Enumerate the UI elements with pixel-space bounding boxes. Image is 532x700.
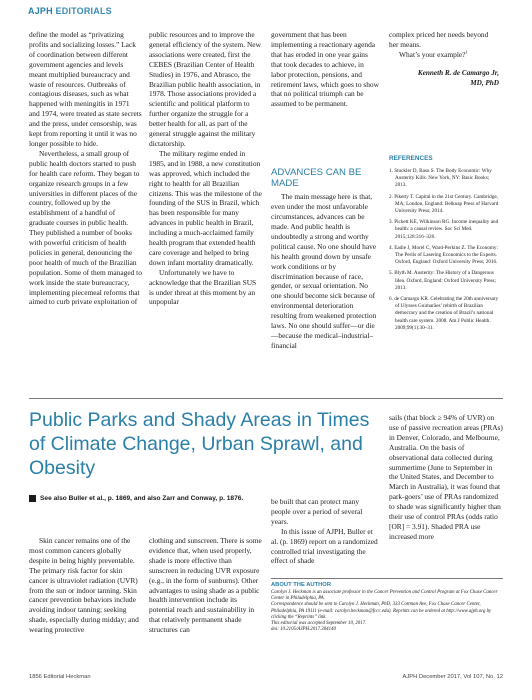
paragraph: public resources and to improve the general efficiency of the system. New associations were created, first the CEBES (Brazilian Center of Health Studies) in 1976, and Abrasco, the Brazilian public health association, in 1978. Those associations provided a scientific and political platform to further organize the struggle for a better health for all, as part of the general struggle against the military dictatorship. [149,30,261,148]
reference-item: 1. Stuckler D, Basu S. The Body Economic: Why Austerity Kills. New York, NY: Basic Books; 2013. [389,168,492,189]
reference-item: 4. Eadie J, Morel C, Ward-Perkins Z. The Economy: The Perils of Lasering Economics to the Experts. Oxford, England: Oxford University Press; 2016. [389,244,498,266]
signature-degrees: MD, PhD [470,78,499,87]
references-list [389,168,501,336]
editorial-column-3 [271,30,379,351]
editorial-column-4 [389,30,499,88]
article-column-1 [29,536,142,635]
editorial-column-2 [149,30,262,307]
footer-right: AJPH December 2017, Vol 107, No. 12 [402,674,503,680]
closing-question: What’s your example? [399,49,466,59]
paragraph: be built that can protect many people over a period of several years. [271,497,363,526]
article-column-3 [271,497,379,566]
reference-item: 2. Piketty T. Capital in the 21st Century. Cambridge, MA; London, England: Belknap Press of Harvard University Press; 2014. [389,193,499,215]
paragraph: define the model as “privatizing profits and socializing losses.” Lack of coordination between different government agencies and levels meant multiplied bureaucracy and waste of resources. Outbreaks of contagious diseases, such as what happened with meningitis in 1971 and 1974, were treated as state secrets and the press, under censorship, was kept from reporting it until it was no longer possible to hide. [29,30,142,148]
paragraph: Nevertheless, a small group of public health doctors started to push for health care reform. They began to organize research groups in a few universities in different places of the country, followed up by the establishment of a handful of graduate courses in public health. They published a number of books with powerful criticism of health policies in general, denouncing the poor health of much of the Brazilian population. Some of them managed to work inside the state bureaucracy, implementing piecemeal reforms that aimed to curb private exploitation of [29,148,142,307]
references-heading: REFERENCES [389,155,433,162]
paragraph-text: clothing and sunscreen. There is some evidence that, when used properly, shade is more effective than sunscreen in reducing UVR exposure (e.g., in the form of sunburns). Other advantages to using shade as a public health intervention include its potential reach and sustainability in that relatively permanent shade structures can [149,536,262,635]
correspondence: Correspondence should be sent to Carolyn J. Heckman, PhD, 333 Cottman Ave, Fox Chase Cancer Center, Philadelphia, PA 19111 (e-mail: carolyn.heckman@fccc.edu). Reprints can be ordered at http://www.ajph.org by clicking the “Reprints” link. [271,602,492,620]
author-signature [389,68,499,88]
paragraph: The main message here is that, even under the most unfavorable circumstances, advances can be made. And public health is undoubtedly a strong and worthy political cause. No one should have his health ground down by unsafe work conditions or by discrimination because of race, gender, or sexual orientation. No one should become sick because of environmental deterioration resulting from weakened protection laws. No one should suffer—or die—because the medical–industrial–financial [271,192,377,350]
about-heading: ABOUT THE AUTHOR [271,582,332,588]
footer-left: 1856 Editorial Heckman [29,674,91,680]
paragraph [389,50,499,60]
accepted-date: This editorial was accepted September 10, 2017. [271,621,367,627]
paragraph: Unfortunately we have to acknowledge that the Brazilian SUS is under threat at this moment by an unpopular [149,267,257,307]
citation-superscript: 1 [465,49,468,55]
article-title: Public Parks and Shady Areas in Times of Climate Change, Urban Sprawl, and Obesity [29,409,370,479]
doi: doi: 10.2105/AJPH.2017.304140 [271,627,336,633]
journal-name: AJPH [28,6,53,16]
section-name: EDITORIALS [55,6,112,16]
paragraph: complex priced her needs beyond her means. [389,30,489,49]
see-also-note [29,494,269,503]
signature-name: Kenneth R. de Camargo Jr, [417,68,499,77]
reference-item: 5. Blyth M. Austerity: The History of a Dangerous Idea. Oxford, England: Oxford University Press; 2013. [389,270,496,291]
editorial-column-1 [29,30,142,307]
square-bullet-icon [29,495,36,502]
paragraph: government that has been implementing a reactionary agenda that has eroded in one year gains that took decades to achieve, in labor protection, pensions, and retirement laws, which goes to show that no political triumph can be assumed to be permanent. [271,30,379,109]
article-column-4 [389,413,503,542]
author-bio: Carolyn J. Heckman is an associate professor in the Cancer Prevention and Control Program at Fox Chase Cancer Center in Philadelphia, PA. [271,590,498,602]
article-column-2 [149,536,262,635]
paragraph: sails (that block ≥ 94% of UVR) on use of passive recreation areas (PRAs) in Denver, Colorado, and Melbourne, Australia. On the basis of observational data collected during summertime (June to September in the United States, and December to March in Australia), it was found that park-goers’ use of PRAs randomized to shade was significantly higher than their use of control PRAs (odds ratio [OR] = 3.91). Shaded PRA use increased more [389,413,503,541]
section-heading: ADVANCES CAN BE MADE [271,167,362,190]
paragraph: Skin cancer remains one of the most common cancers globally despite in being highly preventable. The primary risk factor for skin cancer is ultraviolet radiation (UVR) from the sun or indoor tanning. Skin cancer prevention behaviors include avoiding indoor tanning; seeking shade, especially during midday; and wearing protective [29,536,139,635]
about-the-author [271,578,503,633]
section-divider [29,398,503,399]
paragraph: In this issue of AJPH, Buller et al. (p. 1869) report on a randomized controlled trial investigating the effect of shade [271,526,378,566]
journal-header [28,6,112,16]
see-also-text: See also Buller et al., p. 1869, and also Zarr and Conway, p. 1876. [40,495,244,502]
reference-item: 3. Pickett KE, Wilkinson RG. Income inequality and health: a causal review. Soc Sci Med. 2015;128:316–326. [389,219,499,240]
reference-item: 6. de Camargo KR. Celebrating the 20th anniversary of Ulysses Guimarães’ rebirth of Brazilian democracy and the creation of Brazil’s national health care system. 2008. Am J Public Health. 2009;99(1):30–31. [389,296,499,331]
paragraph [149,536,262,635]
paragraph: The military regime ended in 1985, and in 1988, a new constitution was approved, which included the right to health for all Brazilian citizens. This was the milestone of the founding of the SUS in Brazil, which has been responsible for many advances in public health in Brazil, including a much-acclaimed family health program that extended health care coverage and helped to bring down infant mortality dramatically. [149,148,262,267]
